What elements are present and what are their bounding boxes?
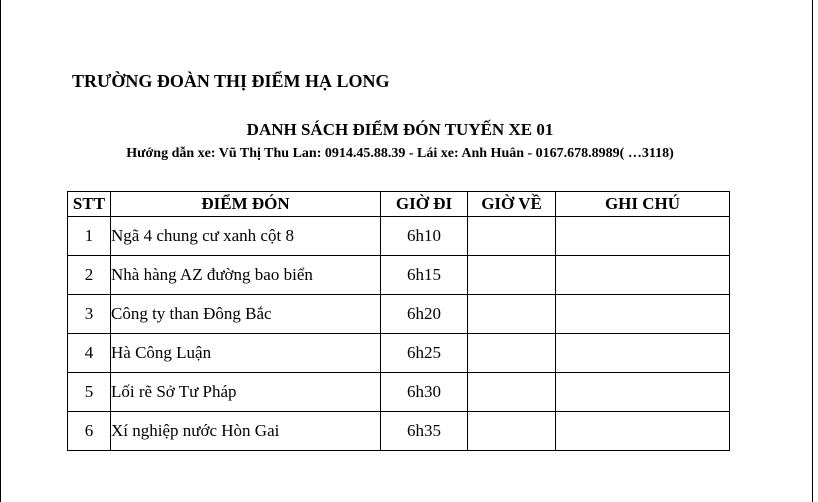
table-row <box>68 256 730 295</box>
column-header-pickup-point: ĐIỂM ĐÓN <box>111 192 381 217</box>
document-title: DANH SÁCH ĐIỂM ĐÓN TUYẾN XE 01 <box>246 120 554 139</box>
cell-pickup-point: Xí nghiệp nước Hòn Gai <box>111 412 381 451</box>
cell-note <box>556 373 730 412</box>
cell-pickup-point: Lối rẽ Sở Tư Pháp <box>111 373 381 412</box>
cell-return-time <box>468 217 556 256</box>
cell-return-time <box>468 334 556 373</box>
cell-note <box>556 334 730 373</box>
cell-note <box>556 256 730 295</box>
cell-departure-time: 6h10 <box>381 217 468 256</box>
cell-pickup-point: Ngã 4 chung cư xanh cột 8 <box>111 217 381 256</box>
column-header-note: GHI CHÚ <box>556 192 730 217</box>
cell-stt: 5 <box>68 373 111 412</box>
cell-return-time <box>468 295 556 334</box>
cell-stt: 2 <box>68 256 111 295</box>
page-left-border <box>0 0 1 502</box>
cell-pickup-point: Nhà hàng AZ đường bao biển <box>111 256 381 295</box>
column-header-departure-time: GIỜ ĐI <box>381 192 468 217</box>
cell-departure-time: 6h20 <box>381 295 468 334</box>
table-row <box>68 373 730 412</box>
cell-departure-time: 6h25 <box>381 334 468 373</box>
column-header-return-time: GIỜ VỀ <box>468 192 556 217</box>
cell-stt: 3 <box>68 295 111 334</box>
cell-departure-time: 6h15 <box>381 256 468 295</box>
column-header-stt: STT <box>68 192 111 217</box>
cell-stt: 6 <box>68 412 111 451</box>
cell-departure-time: 6h30 <box>381 373 468 412</box>
table-row <box>68 412 730 451</box>
cell-stt: 1 <box>68 217 111 256</box>
cell-departure-time: 6h35 <box>381 412 468 451</box>
cell-stt: 4 <box>68 334 111 373</box>
table-row <box>68 295 730 334</box>
cell-pickup-point: Công ty than Đông Bắc <box>111 295 381 334</box>
cell-note <box>556 412 730 451</box>
cell-return-time <box>468 412 556 451</box>
school-name: TRƯỜNG ĐOÀN THỊ ĐIỂM HẠ LONG <box>72 71 390 91</box>
pickup-points-table <box>67 191 730 451</box>
table-row <box>68 334 730 373</box>
cell-return-time <box>468 256 556 295</box>
cell-note <box>556 295 730 334</box>
page-gutter <box>813 0 818 502</box>
table-header-row <box>68 192 730 217</box>
cell-note <box>556 217 730 256</box>
table-row <box>68 217 730 256</box>
guide-driver-info: Hướng dẫn xe: Vũ Thị Thu Lan: 0914.45.88.39 - Lái xe: Anh Huân - 0167.678.8989( …3118) <box>126 146 674 161</box>
cell-pickup-point: Hà Công Luận <box>111 334 381 373</box>
cell-return-time <box>468 373 556 412</box>
